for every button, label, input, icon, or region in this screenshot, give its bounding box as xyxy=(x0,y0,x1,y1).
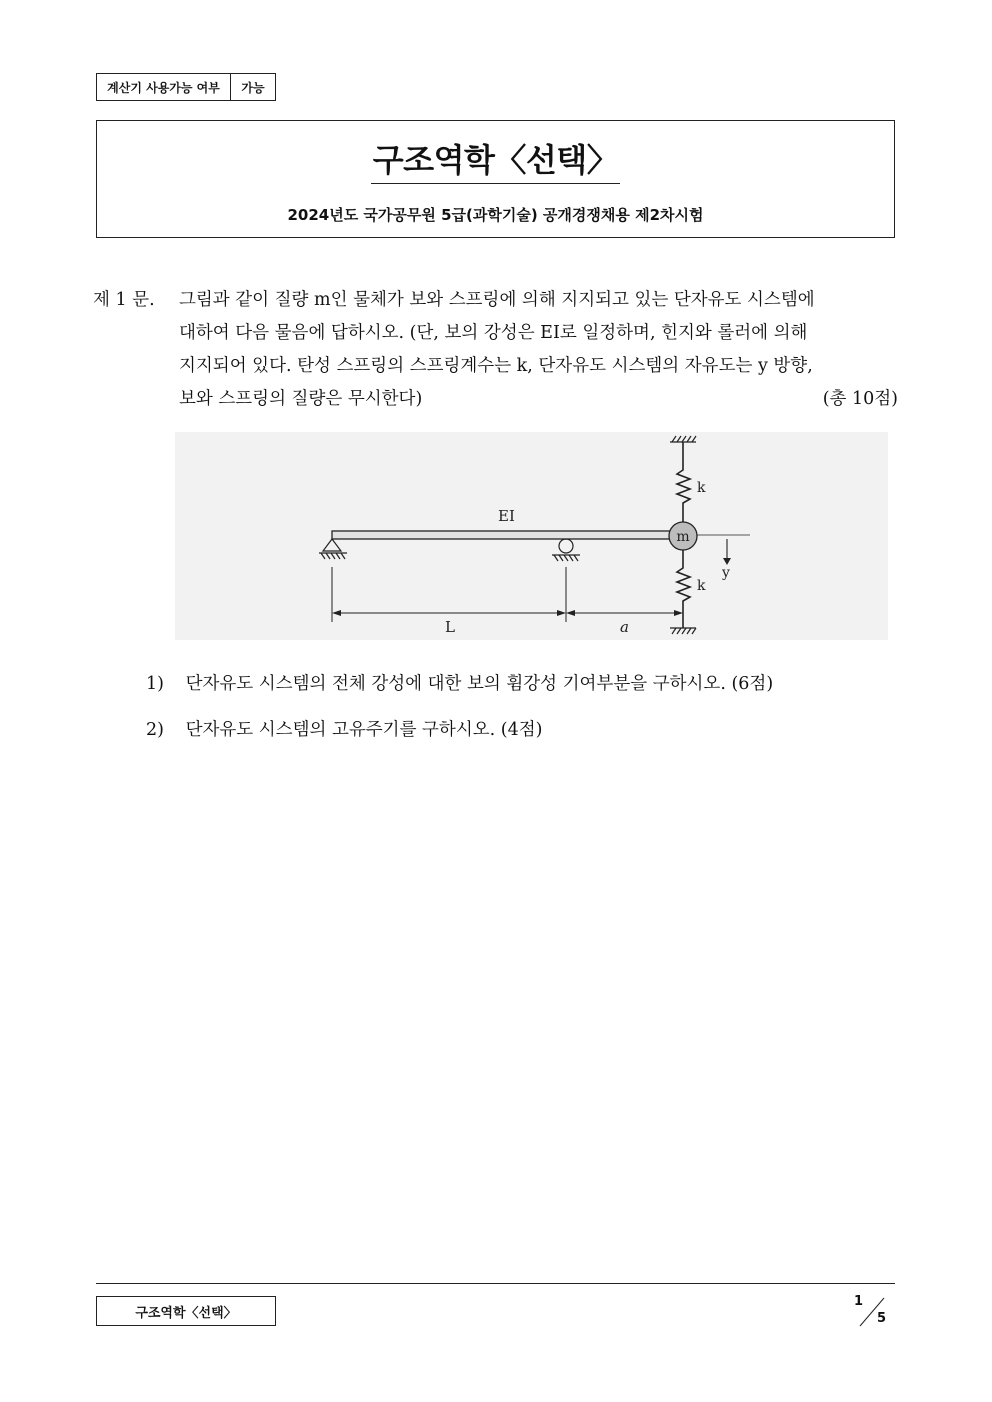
subject-title: 구조역학〈선택〉 xyxy=(371,135,620,184)
mass-label: m xyxy=(676,529,690,545)
overhang-length-label: a xyxy=(620,618,629,636)
span-length-label: L xyxy=(445,618,455,636)
current-page: 1 xyxy=(854,1294,864,1309)
question-text-line: 지지되어 있다. 탄성 스프링의 스프링계수는 k, 단자유도 시스템의 자유도는 y 방향, xyxy=(179,356,813,376)
page-indicator xyxy=(850,1292,895,1332)
question-points: (총 10점) xyxy=(822,389,898,409)
footer-divider xyxy=(96,1283,895,1284)
calculator-permission-value: 가능 xyxy=(241,80,265,95)
question-text-line: 대하여 다음 물음에 답하시오. (단, 보의 강성은 EI로 일정하며, 힌지와 롤러에 의해 xyxy=(179,323,808,343)
subquestion-text: 단자유도 시스템의 전체 강성에 대한 보의 휨강성 기여부분을 구하시오. (6점) xyxy=(185,674,774,694)
subquestion-text: 단자유도 시스템의 고유주기를 구하시오. (4점) xyxy=(185,720,543,740)
exam-title: 2024년도 국가공무원 5급(과학기술) 공개경쟁채용 제2차시험 xyxy=(287,206,704,224)
footer-subject: 구조역학〈선택〉 xyxy=(96,1296,276,1326)
bottom-spring-label: k xyxy=(697,578,706,594)
question-text-line: 그림과 같이 질량 m인 물체가 보와 스프링에 의해 지지되고 있는 단자유도 시스템에 xyxy=(179,290,815,310)
beam-spring-diagram xyxy=(175,432,888,640)
question-number: 제 1 문. xyxy=(93,290,155,310)
subquestion-2 xyxy=(146,716,542,741)
subquestion-number: 2) xyxy=(146,720,164,740)
structure-figure xyxy=(175,432,888,640)
question-1 xyxy=(93,284,898,416)
beam xyxy=(332,531,671,539)
question-text-line: 보와 스프링의 질량은 무시한다) xyxy=(179,389,423,409)
total-pages: 5 xyxy=(877,1311,887,1326)
calculator-permission-box xyxy=(96,73,276,101)
subquestion-1 xyxy=(146,670,773,695)
top-spring-label: k xyxy=(697,480,706,496)
subquestion-number: 1) xyxy=(146,674,164,694)
beam-rigidity-label: EI xyxy=(498,507,515,525)
title-box xyxy=(96,120,895,238)
calculator-permission-label: 계산기 사용가능 여부 xyxy=(97,74,231,100)
question-text-last-line xyxy=(179,383,898,416)
dof-label: y xyxy=(722,565,730,581)
